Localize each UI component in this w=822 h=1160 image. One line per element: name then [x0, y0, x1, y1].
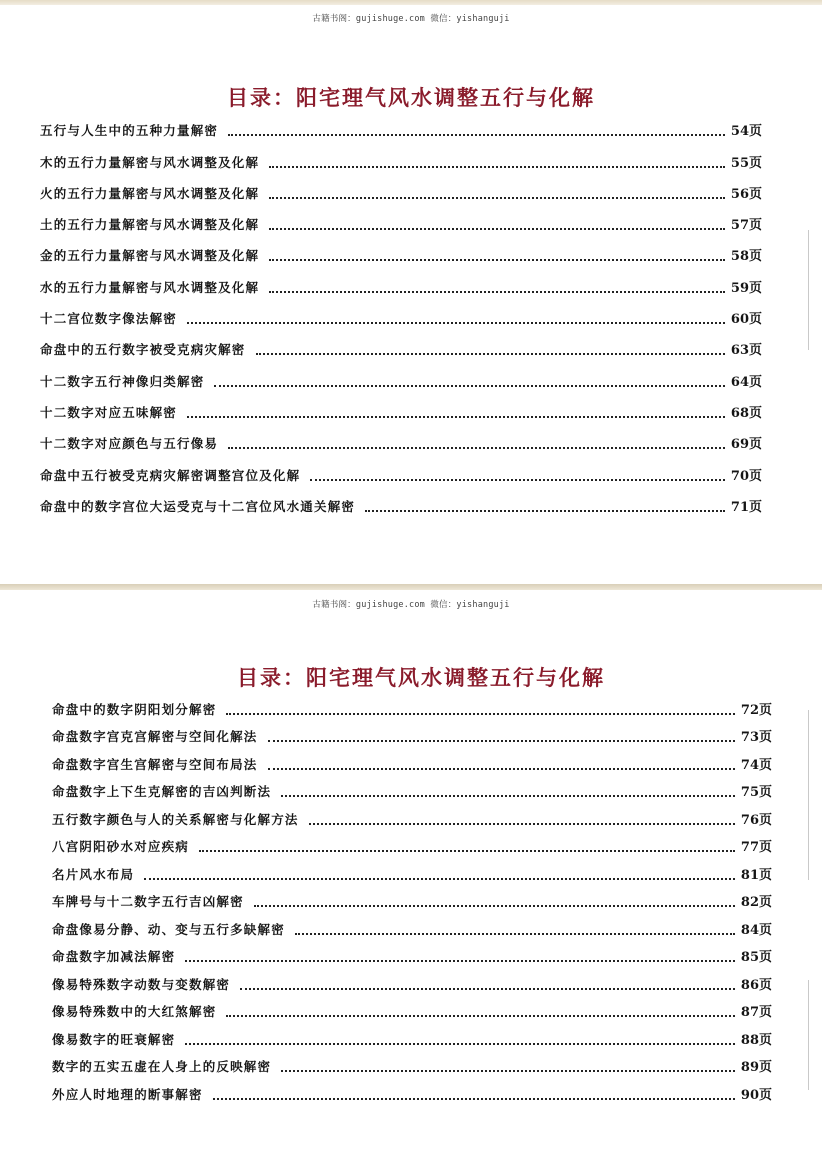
toc-entry — [40, 264, 762, 295]
dot-leader — [185, 1043, 735, 1045]
dot-leader — [213, 1098, 735, 1100]
toc-entry-page: 88页 — [740, 1032, 772, 1048]
toc-entry-title: 车牌号与十二数字五行吉凶解密 — [52, 894, 244, 909]
dot-leader — [256, 353, 725, 355]
toc-entry-page: 56页 — [730, 186, 762, 202]
toc-entry-page: 68页 — [730, 405, 762, 421]
toc-entry-title: 外应人时地理的断事解密 — [52, 1086, 203, 1102]
toc-title: 目录：阳宅理气风水调整五行与化解 — [227, 85, 595, 110]
toc-entry-title: 命盘数字宫克宫解密与空间化解法 — [52, 729, 258, 744]
toc-entry-title: 像易特殊数字动数与变数解密 — [52, 976, 231, 992]
toc-entry — [52, 855, 772, 883]
toc-entry-title: 五行与人生中的五种力量解密 — [40, 123, 219, 139]
toc-entry — [52, 993, 772, 1021]
toc-entry-page: 63页 — [730, 343, 762, 359]
watermark: 古籍书阁：gujishuge.com 微信：yishanguji — [312, 600, 510, 610]
dot-leader — [228, 447, 725, 449]
toc-entry — [52, 800, 772, 828]
toc-entry — [52, 773, 772, 801]
toc-entry — [52, 965, 772, 993]
toc-entry-page: 72页 — [740, 702, 772, 718]
toc-entry-page: 73页 — [740, 730, 772, 745]
toc-entry-title: 五行数字颜色与人的关系解密与化解方法 — [52, 811, 299, 827]
toc-entry-page: 82页 — [740, 895, 772, 910]
toc-entry-title: 命盘中的数字阴阳划分解密 — [52, 701, 217, 717]
toc-entry — [52, 883, 772, 911]
dot-leader — [187, 322, 725, 324]
toc-entry-title: 土的五行力量解密与风水调整及化解 — [40, 217, 260, 233]
toc-entry — [52, 1020, 772, 1048]
toc-entry — [40, 452, 762, 483]
toc-entry — [52, 828, 772, 856]
dot-leader — [269, 291, 725, 293]
dot-leader — [269, 228, 725, 230]
toc-list — [40, 108, 762, 515]
toc-entry-title: 命盘中五行被受克病灾解密调整宫位及化解 — [40, 467, 301, 483]
toc-entry-page: 71页 — [730, 499, 762, 515]
dot-leader — [281, 1070, 735, 1072]
dot-leader — [365, 510, 725, 512]
toc-entry-page: 89页 — [740, 1060, 772, 1075]
scan-edge-line — [808, 230, 809, 350]
dot-leader — [268, 768, 735, 770]
toc-entry-page: 57页 — [730, 218, 762, 234]
toc-entry — [52, 1048, 772, 1076]
dot-leader — [185, 960, 735, 962]
toc-entry-title: 像易特殊数中的大红煞解密 — [52, 1004, 217, 1019]
toc-entry-page: 69页 — [730, 437, 762, 453]
dot-leader — [228, 134, 725, 136]
dot-leader — [309, 823, 735, 825]
toc-entry-page: 59页 — [730, 280, 762, 296]
toc-entry — [52, 910, 772, 938]
dot-leader — [269, 197, 725, 199]
toc-entry — [40, 139, 762, 170]
toc-entry-title: 命盘像易分静、动、变与五行多缺解密 — [52, 921, 285, 937]
toc-entry-page: 55页 — [730, 155, 762, 171]
toc-entry-title: 十二数字五行神像归类解密 — [40, 373, 205, 389]
toc-entry — [52, 718, 772, 746]
toc-list — [52, 690, 772, 1103]
toc-entry-title: 木的五行力量解密与风水调整及化解 — [40, 154, 260, 170]
dot-leader — [226, 713, 735, 715]
toc-entry-title: 金的五行力量解密与风水调整及化解 — [40, 248, 260, 264]
toc-entry-title: 十二数字对应颜色与五行像易 — [40, 436, 219, 452]
toc-entry-title: 像易数字的旺衰解密 — [52, 1031, 176, 1047]
dot-leader — [310, 479, 725, 481]
toc-entry — [52, 1075, 772, 1103]
dot-leader — [240, 988, 735, 990]
dot-leader — [269, 259, 725, 261]
scan-edge-line — [808, 710, 809, 880]
dot-leader — [144, 878, 735, 880]
toc-entry-title: 数字的五实五虚在人身上的反映解密 — [52, 1059, 272, 1074]
dot-leader — [199, 850, 735, 852]
toc-entry-title: 八宫阴阳砂水对应疾病 — [52, 839, 190, 854]
toc-entry — [40, 484, 762, 515]
watermark: 古籍书阁：gujishuge.com 微信：yishanguji — [312, 14, 510, 24]
toc-entry-page: 76页 — [740, 812, 772, 828]
dot-leader — [281, 795, 735, 797]
toc-entry-title: 命盘中的数字宫位大运受克与十二宫位风水通关解密 — [40, 498, 356, 514]
toc-entry-page: 60页 — [730, 312, 762, 328]
toc-entry — [40, 421, 762, 452]
toc-entry-title: 火的五行力量解密与风水调整及化解 — [40, 185, 260, 201]
toc-entry — [52, 690, 772, 718]
toc-entry-title: 十二数字对应五味解密 — [40, 404, 178, 420]
dot-leader — [226, 1015, 735, 1017]
toc-entry-page: 70页 — [730, 468, 762, 484]
toc-entry — [40, 202, 762, 233]
toc-entry — [52, 745, 772, 773]
toc-page-2 — [0, 590, 822, 1160]
toc-entry-page: 90页 — [740, 1087, 772, 1103]
toc-entry-page: 58页 — [730, 249, 762, 265]
toc-entry-title: 命盘数字加减法解密 — [52, 949, 176, 964]
toc-entry-title: 名片风水布局 — [52, 866, 135, 882]
toc-entry-title: 命盘数字宫生宫解密与空间布局法 — [52, 756, 258, 772]
toc-entry — [40, 327, 762, 358]
toc-entry-page: 77页 — [740, 840, 772, 855]
toc-entry-title: 命盘中的五行数字被受克病灾解密 — [40, 342, 246, 358]
toc-entry — [52, 938, 772, 966]
scan-edge-line — [808, 980, 809, 1090]
toc-entry-page: 84页 — [740, 922, 772, 938]
toc-entry — [40, 358, 762, 389]
top-border — [0, 0, 822, 5]
dot-leader — [295, 933, 735, 935]
toc-entry-page: 74页 — [740, 757, 772, 773]
dot-leader — [268, 740, 735, 742]
toc-entry-page: 87页 — [740, 1005, 772, 1020]
toc-entry-title: 十二宫位数字像法解密 — [40, 311, 178, 327]
dot-leader — [269, 166, 725, 168]
toc-title: 目录：阳宅理气风水调整五行与化解 — [237, 665, 605, 690]
toc-entry-page: 86页 — [740, 977, 772, 993]
toc-entry-page: 75页 — [740, 785, 772, 800]
toc-entry — [40, 171, 762, 202]
toc-entry-page: 64页 — [730, 374, 762, 390]
toc-entry — [40, 296, 762, 327]
dot-leader — [187, 416, 725, 418]
toc-entry — [40, 233, 762, 264]
toc-entry — [40, 390, 762, 421]
dot-leader — [214, 385, 725, 387]
toc-entry-page: 54页 — [730, 124, 762, 140]
toc-entry-page: 81页 — [740, 867, 772, 883]
toc-entry-title: 水的五行力量解密与风水调整及化解 — [40, 279, 260, 295]
toc-entry — [40, 108, 762, 139]
dot-leader — [254, 905, 735, 907]
toc-entry-page: 85页 — [740, 950, 772, 965]
toc-entry-title: 命盘数字上下生克解密的吉凶判断法 — [52, 784, 272, 799]
